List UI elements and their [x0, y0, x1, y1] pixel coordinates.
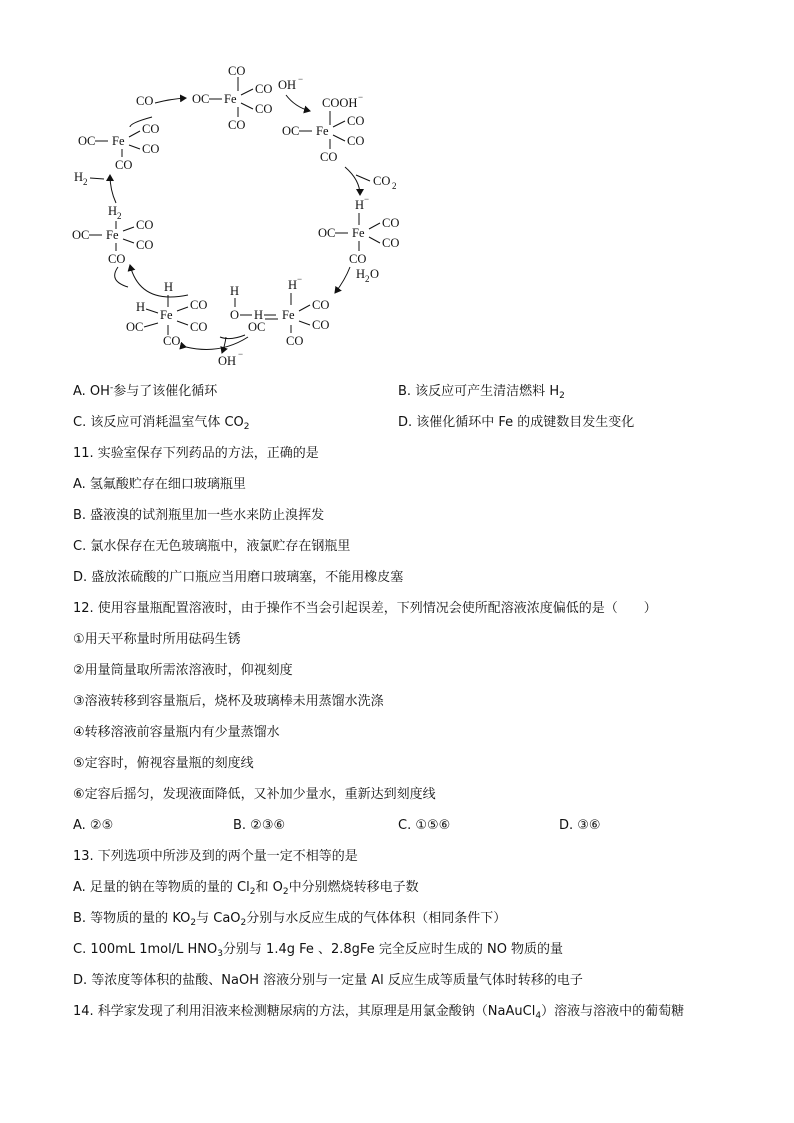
svg-text:OC: OC [126, 320, 144, 334]
svg-text:H: H [108, 204, 118, 218]
fe-dihydride-complex [126, 280, 207, 348]
svg-text:CO: CO [347, 134, 365, 148]
svg-text:CO: CO [286, 334, 304, 348]
svg-text:CO: CO [347, 114, 365, 128]
svg-text:CO: CO [255, 82, 273, 96]
svg-text:CO: CO [320, 150, 338, 164]
svg-text:2: 2 [365, 274, 370, 284]
q12-option-d: D. ③⑥ [559, 818, 601, 833]
svg-text:Fe: Fe [112, 134, 125, 148]
q10-option-b: B. 该反应可产生清洁燃料 $H_2$ [398, 384, 565, 401]
fe-h-minus-right [318, 194, 399, 266]
q11-option-c: C. 氯水保存在无色玻璃瓶中，液氯贮存在钢瓶里 [73, 539, 351, 554]
svg-text:−: − [358, 92, 364, 102]
svg-text:O: O [230, 308, 240, 322]
q11-stem: 11. 实验室保存下列药品的方法，正确的是 [73, 446, 319, 461]
q14-stem: 14. 科学家发现了利用泪液来检测糖尿病的方法，其原理是用氯金酸钠（NaAuCl$_4$）溶液与溶液中的葡萄糖 [73, 1004, 685, 1021]
svg-text:CO: CO [373, 174, 391, 188]
svg-text:CO: CO [312, 318, 330, 332]
svg-text:−: − [297, 274, 303, 284]
svg-text:Fe: Fe [106, 228, 119, 242]
q12-item-4: ④转移溶液前容量瓶内有少量蒸馏水 [73, 725, 280, 740]
svg-text:−: − [238, 349, 244, 359]
q11-option-b: B. 盛液溴的试剂瓶里加一些水来防止溴挥发 [73, 508, 325, 523]
svg-text:CO: CO [382, 216, 400, 230]
q12-item-2: ②用量筒量取所需浓溶液时，仰视刻度 [73, 663, 293, 678]
co2-label [373, 174, 397, 191]
svg-text:OC: OC [318, 226, 336, 240]
svg-text:CO: CO [228, 64, 246, 78]
q12-option-a: A. ②⑤ [73, 818, 114, 833]
svg-text:CO: CO [190, 320, 208, 334]
svg-text:CO: CO [190, 298, 208, 312]
svg-text:CO: CO [142, 142, 160, 156]
q10-option-c: C. 该反应可消耗温室气体 $CO_2$ [73, 415, 250, 432]
q11-option-a: A. 氢氟酸贮存在细口玻璃瓶里 [73, 477, 246, 492]
svg-text:CO: CO [349, 252, 367, 266]
svg-text:CO: CO [136, 218, 154, 232]
oh-minus-label [278, 74, 303, 92]
q12-stem: 12. 使用容量瓶配置溶液时，由于操作不当会引起误差，下列情况会使所配溶液浓度偏低的是（ ） [73, 601, 657, 616]
svg-text:H: H [288, 278, 298, 292]
q12-option-c: C. ①⑤⑥ [398, 818, 451, 833]
svg-text:2: 2 [117, 211, 122, 221]
fe-co4-left [78, 122, 159, 172]
svg-text:Fe: Fe [160, 308, 173, 322]
q10-option-d: D. 该催化循环中 Fe 的成键数目发生变化 [398, 415, 635, 430]
svg-text:OH: OH [278, 78, 297, 92]
svg-text:CO: CO [255, 102, 273, 116]
svg-text:OC: OC [192, 92, 210, 106]
h2o-label [356, 267, 379, 284]
q13-stem: 13. 下列选项中所涉及到的两个量一定不相等的是 [73, 849, 358, 864]
q13-option-b: B. 等物质的量的 $KO_2$与 CaO$_2$分别与水反应生成的气体体积（相同条件下） [73, 911, 507, 928]
svg-text:Fe: Fe [224, 92, 237, 106]
svg-text:H: H [356, 267, 366, 281]
svg-text:CO: CO [163, 334, 181, 348]
q13-option-d: D. 等浓度等体积的盐酸、NaOH 溶液分别与一定量 Al 反应生成等质量气体时转移的电子 [73, 973, 583, 988]
q12-option-b: B. ②③⑥ [233, 818, 286, 833]
fe-cooh-complex [282, 92, 364, 164]
svg-text:OH: OH [218, 354, 237, 368]
svg-text:Fe: Fe [316, 124, 329, 138]
svg-text:H: H [164, 280, 174, 294]
svg-text:−: − [298, 74, 304, 84]
svg-text:OC: OC [248, 320, 266, 334]
svg-text:2: 2 [83, 177, 88, 187]
svg-text:CO: CO [142, 122, 160, 136]
svg-text:H: H [355, 198, 365, 212]
svg-text:Fe: Fe [352, 226, 365, 240]
q11-option-d: D. 盛放浓硫酸的广口瓶应当用磨口玻璃塞，不能用橡皮塞 [73, 570, 404, 585]
svg-text:Fe: Fe [282, 308, 295, 322]
catalytic-cycle-diagram [60, 55, 420, 375]
fe-co5-top [192, 64, 272, 132]
svg-text:CO: CO [228, 118, 246, 132]
free-co-label: CO [136, 94, 154, 108]
svg-text:H: H [74, 170, 84, 184]
fe-h-minus-bottom [230, 274, 329, 348]
q10-option-a: A. OH-参与了该催化循环 [73, 383, 218, 399]
svg-text:CO: CO [136, 238, 154, 252]
svg-text:CO: CO [312, 298, 330, 312]
fe-h2-complex [72, 204, 153, 266]
svg-text:H: H [230, 284, 240, 298]
svg-text:CO: CO [382, 236, 400, 250]
q12-item-3: ③溶液转移到容量瓶后，烧杯及玻璃棒未用蒸馏水洗涤 [73, 694, 384, 709]
q13-option-a: A. 足量的钠在等物质的量的 $Cl_2$和 $O_2$中分别燃烧转移电子数 [73, 880, 419, 897]
svg-text:−: − [364, 194, 370, 204]
svg-text:O: O [370, 267, 380, 281]
oh-minus-bottom [218, 349, 243, 368]
svg-text:COOH: COOH [322, 96, 358, 110]
svg-text:OC: OC [282, 124, 300, 138]
q13-option-c: C. 100mL 1mol/L $HNO_3$分别与 1.4g Fe 、2.8gFe 完全反应时生成的 NO 物质的量 [73, 942, 564, 959]
svg-text:CO: CO [115, 158, 133, 172]
svg-text:CO: CO [108, 252, 126, 266]
h2-label [74, 170, 88, 187]
q12-item-5: ⑤定容时，俯视容量瓶的刻度线 [73, 756, 254, 771]
q12-item-1: ①用天平称量时所用砝码生锈 [73, 632, 241, 647]
svg-text:H: H [136, 300, 146, 314]
svg-text:2: 2 [392, 181, 397, 191]
q12-item-6: ⑥定容后摇匀，发现液面降低，又补加少量水，重新达到刻度线 [73, 787, 436, 802]
svg-text:OC: OC [78, 134, 96, 148]
svg-text:H: H [254, 308, 264, 322]
svg-text:OC: OC [72, 228, 90, 242]
